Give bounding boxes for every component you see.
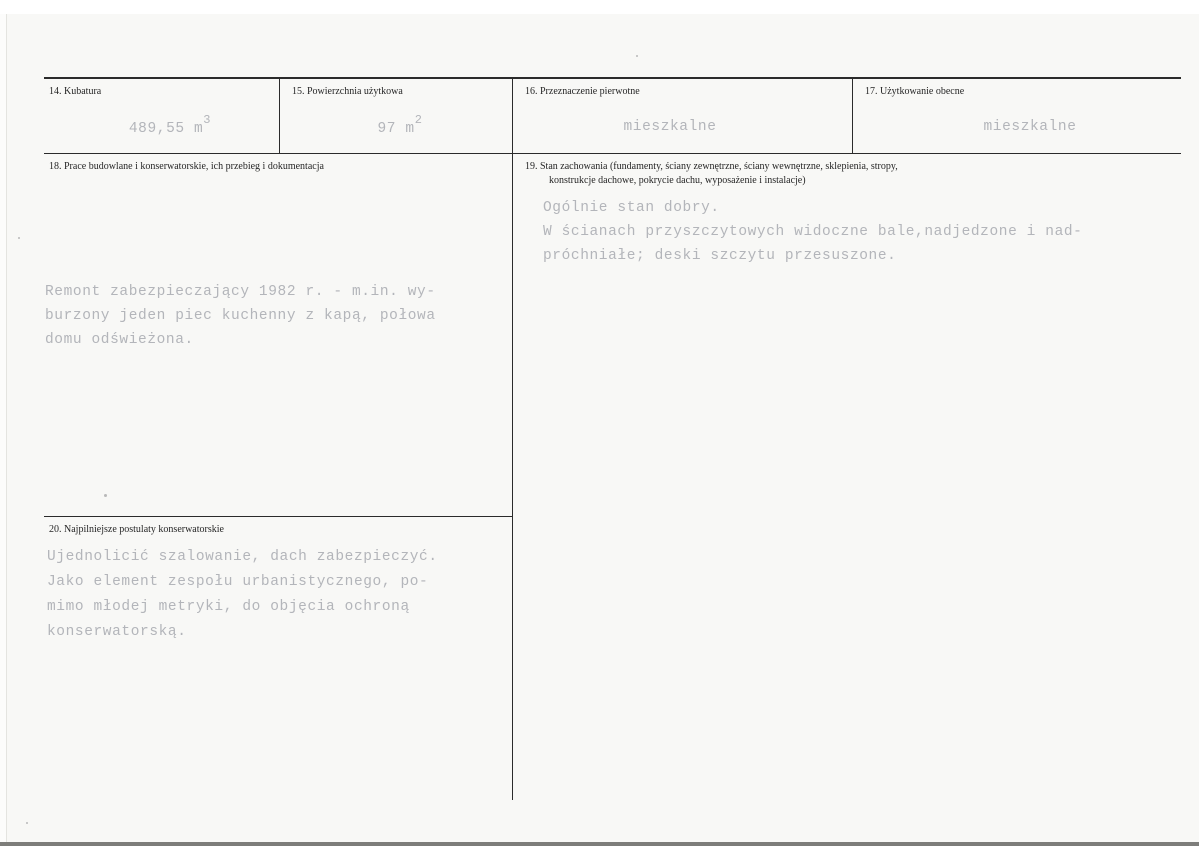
field-19-line-3: próchniałe; deski szczytu przesuszone. bbox=[543, 248, 897, 264]
field-14-label: 14. Kubatura bbox=[49, 86, 102, 97]
scan-speck bbox=[18, 237, 20, 239]
field-17-value: mieszkalne bbox=[983, 119, 1077, 135]
row2-left-bottom-rule bbox=[44, 516, 512, 517]
field-19-line-2: W ścianach przyszczytowych widoczne bale,nadjedzone i nad- bbox=[543, 224, 1083, 240]
field-15-value bbox=[330, 113, 470, 137]
card-surface bbox=[6, 14, 1199, 842]
field-18-line-2: burzony jeden piec kuchenny z kapą, połowa bbox=[45, 308, 436, 324]
scan-speck bbox=[104, 494, 107, 497]
field-18-line-3: domu odświeżona. bbox=[45, 332, 194, 348]
field-20-line-1: Ujednolicić szalowanie, dach zabezpieczyć. bbox=[47, 549, 438, 565]
field-20-line-3: mimo młodej metryki, do objęcia ochroną bbox=[47, 599, 410, 615]
field-19-label-line-2: konstrukcje dachowe, pokrycie dachu, wyposażenie i instalacje) bbox=[549, 175, 806, 186]
divider-14-15 bbox=[279, 78, 280, 154]
field-14-value bbox=[80, 113, 260, 137]
field-15-number: 97 m bbox=[377, 120, 415, 137]
bottom-shadow bbox=[0, 842, 1199, 846]
field-15-exponent: 2 bbox=[414, 113, 423, 127]
field-19-label-line-1: 19. Stan zachowania (fundamenty, ściany zewnętrzne, ściany wewnętrzne, sklepienia, stropy, bbox=[525, 161, 898, 172]
field-16-label: 16. Przeznaczenie pierwotne bbox=[525, 86, 640, 97]
field-20-line-4: konserwatorską. bbox=[47, 624, 187, 640]
main-vertical-divider bbox=[512, 78, 513, 800]
field-18-line-1: Remont zabezpieczający 1982 r. - m.in. wy- bbox=[45, 284, 436, 300]
field-17-label: 17. Użytkowanie obecne bbox=[865, 86, 965, 97]
field-14-number: 489,55 m bbox=[128, 120, 204, 137]
field-15-label: 15. Powierzchnia użytkowa bbox=[292, 86, 403, 97]
scan-speck bbox=[26, 822, 28, 824]
top-margin bbox=[0, 0, 1199, 14]
field-18-label: 18. Prace budowlane i konserwatorskie, ich przebieg i dokumentacja bbox=[49, 161, 324, 172]
field-20-label: 20. Najpilniejsze postulaty konserwatorskie bbox=[49, 524, 224, 535]
scan-speck bbox=[636, 55, 638, 57]
divider-16-17 bbox=[852, 78, 853, 154]
top-rule bbox=[44, 77, 1181, 79]
row1-bottom-rule bbox=[44, 153, 1181, 154]
field-16-value: mieszkalne bbox=[623, 119, 717, 135]
field-14-exponent: 3 bbox=[203, 113, 212, 127]
field-20-line-2: Jako element zespołu urbanistycznego, po- bbox=[47, 574, 429, 590]
field-19-line-1: Ogólnie stan dobry. bbox=[543, 200, 720, 216]
